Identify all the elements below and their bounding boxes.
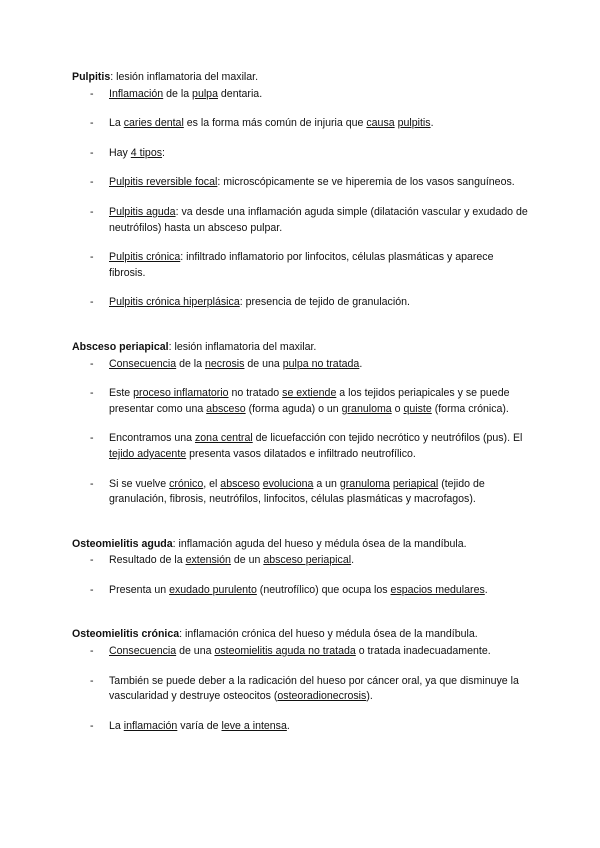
underlined-term: osteomielitis aguda no tratada [214,645,356,658]
bullet-dash: - [90,387,94,400]
item-text: de un [230,554,264,567]
item-text: (neutrofílico) que ocupa los [256,583,391,596]
bullet-list [72,553,532,598]
section-term: Pulpitis [72,71,111,83]
bullet-dash: - [90,296,94,309]
bullet-dash: - [90,357,94,370]
item-text: a un [313,477,340,490]
item-text: (forma crónica). [431,402,509,415]
list-item [72,295,532,311]
list-item [72,583,532,599]
item-text: no tratado [228,387,283,400]
underlined-term: tejido adyacente [109,447,187,460]
underlined-term: evoluciona [262,477,314,490]
item-text: : infiltrado inflamatorio por linfocitos, células plasmáticas y aparece fibrosis. [109,251,494,279]
underlined-term: absceso [206,402,246,415]
underlined-term: granuloma [339,477,390,490]
underlined-term: pulpitis [397,117,431,130]
list-item [72,386,532,417]
item-text: varía de [177,719,222,732]
section-term: Osteomielitis crónica [72,628,180,641]
section-heading [72,340,532,356]
item-text: a los tejidos periapicales y se puede presentar como una [109,387,510,415]
underlined-term: absceso [220,477,260,490]
underlined-term: Pulpitis crónica [109,251,181,264]
underlined-term: periapical [392,477,439,490]
item-text: Hay [109,146,131,159]
list-item [72,250,532,281]
list-item [72,674,532,705]
item-text: , el [203,477,221,490]
list-item [72,477,532,508]
underlined-term: 4 tipos [130,146,163,159]
underlined-term: quiste [403,402,432,415]
item-text: : va desde una inflamación aguda simple (dilatación vascular y exudado de neutrófilos) hasta un absceso pulpar. [109,205,528,234]
bullet-dash: - [90,554,94,567]
bullet-dash: - [90,645,94,658]
list-item [72,87,532,103]
underlined-term: Pulpitis aguda [109,205,176,218]
underlined-term: pulpa no tratada [282,357,360,370]
underlined-term: espacios medulares [390,583,485,596]
underlined-term: leve a intensa [221,719,287,732]
underlined-term: absceso periapical [263,554,352,567]
item-text: : presencia de tejido de granulación. [239,296,410,309]
list-item [72,719,532,735]
bullet-list [72,357,532,508]
item-text: . [359,357,363,370]
underlined-term: granuloma [341,402,392,415]
item-text: de la [163,87,193,100]
underlined-term: se extiende [282,387,337,400]
item-text: o [391,402,404,415]
item-text: de licuefacción con tejido necrótico y neutrófilos (pus). El [252,432,523,445]
item-text: : [162,146,165,159]
section-heading [72,537,532,553]
item-text: : microscópicamente se ve hiperemia de los vasos sanguíneos. [217,176,515,189]
underlined-term: necrosis [205,357,245,370]
item-text: Este [109,387,134,400]
bullet-dash: - [90,432,94,445]
list-item [72,357,532,373]
bullet-dash: - [90,87,94,100]
section-definition: : inflamación crónica del hueso y médula ósea de la mandíbula. [179,628,478,641]
section-definition: : lesión inflamatoria del maxilar. [168,340,317,353]
list-item [72,553,532,569]
bullet-dash: - [90,205,94,218]
section [72,70,532,311]
item-text: ). [366,690,373,703]
list-item [72,175,532,191]
item-text: de una [176,645,215,658]
list-item [72,146,532,162]
section [72,537,532,599]
list-item [72,644,532,660]
underlined-term: osteoradionecrosis [277,690,367,703]
bullet-list [72,87,532,311]
item-text: La [109,719,124,732]
item-text: dentaria. [217,87,263,100]
bullet-dash: - [90,117,94,130]
underlined-term: crónico [169,477,204,490]
item-text: es la forma más común de injuria que [183,117,367,130]
section [72,627,532,734]
bullet-dash: - [90,583,94,596]
bullet-dash: - [90,674,94,687]
item-text: o tratada inadecuadamente. [355,645,491,658]
list-item [72,431,532,462]
underlined-term: zona central [194,432,253,445]
section-term: Absceso periapical [72,340,169,353]
item-text: (tejido de granulación, fibrosis, neutrófilos, linfocitos, células plasmáticas y macrofagos). [109,477,485,506]
underlined-term: pulpa [192,87,218,100]
item-text: Presenta un [109,583,170,596]
underlined-term: Consecuencia [109,357,177,370]
item-text: de la [176,357,205,370]
section-term: Osteomielitis aguda [72,537,173,550]
document-page [72,70,532,763]
bullet-dash: - [90,719,94,732]
underlined-term: inflamación [123,719,178,732]
section-definition: : inflamación aguda del hueso y médula ósea de la mandíbula. [172,537,467,550]
item-text: presenta vasos dilatados e infiltrado neutrofílico. [186,447,416,460]
underlined-term: extensión [185,554,231,567]
bullet-dash: - [90,251,94,264]
section-definition: : lesión inflamatoria del maxilar. [110,71,259,83]
item-text: . [484,583,488,596]
list-item [72,205,532,236]
item-text: La [109,117,124,130]
item-text: (forma aguda) o un [245,402,342,415]
item-text: Encontramos una [109,432,195,445]
section-heading [72,70,532,86]
underlined-term: Pulpitis reversible focal [109,176,218,189]
list-item [72,116,532,132]
item-text: . [351,554,355,567]
item-text: . [430,117,434,130]
item-text: de una [244,357,283,370]
item-text: Resultado de la [109,554,186,567]
underlined-term: causa [366,117,395,130]
item-text: . [286,719,290,732]
bullet-dash: - [90,146,94,159]
underlined-term: Inflamación [109,87,164,100]
section [72,340,532,508]
item-text: Si se vuelve [109,477,170,490]
bullet-dash: - [90,176,94,189]
bullet-dash: - [90,477,94,490]
section-heading [72,627,532,643]
underlined-term: Consecuencia [109,645,177,658]
item-text: También se puede deber a la radicación del hueso por cáncer oral, ya que disminuye la vascularidad y destruye osteocitos ( [109,674,519,703]
underlined-term: caries dental [123,117,184,130]
bullet-list [72,644,532,734]
underlined-term: proceso inflamatorio [133,387,229,400]
underlined-term: exudado purulento [169,583,257,596]
underlined-term: Pulpitis crónica hiperplásica [109,296,240,309]
